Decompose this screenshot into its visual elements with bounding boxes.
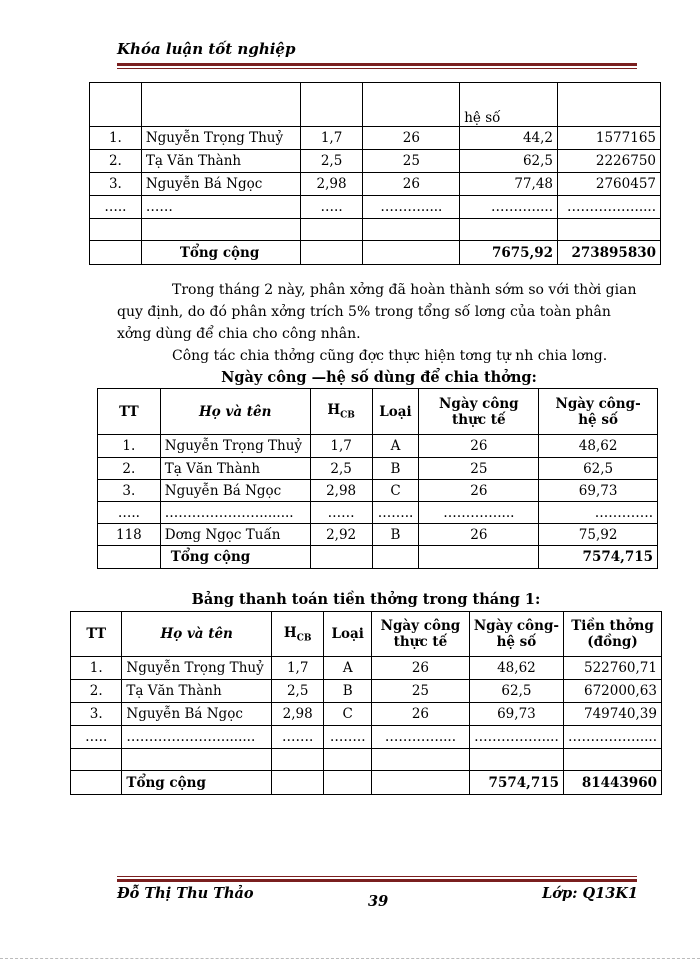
- table-cell: $H_{CB}$: [310, 389, 372, 435]
- table-cell: ……: [141, 196, 300, 219]
- table-cell: 26: [419, 524, 539, 546]
- total-amount: 81443960: [564, 771, 662, 795]
- table-cell: [98, 546, 161, 569]
- table-cell: ……..: [324, 726, 372, 749]
- total-coef: 7574,715: [539, 546, 658, 569]
- table-cell: …………………........: [122, 726, 272, 749]
- table-cell: Dơng Ngọc Tuấn: [160, 524, 310, 546]
- table-cell: [558, 83, 661, 127]
- table-cell: Tạ Văn Thành: [141, 150, 300, 173]
- table-cell: [141, 83, 300, 127]
- total-label: Tổng cộng: [160, 546, 310, 569]
- table-cell: 26: [372, 657, 470, 680]
- total-coef: 7574,715: [469, 771, 563, 795]
- table-cell: …………….....: [558, 196, 661, 219]
- table-cell: [90, 241, 142, 265]
- table-cell: 75,92: [539, 524, 658, 546]
- table-row: [98, 435, 658, 458]
- table-row: [90, 173, 661, 196]
- table-cell: ……….....: [363, 196, 460, 219]
- table-cell: 1,7: [271, 657, 323, 680]
- table-cell: [310, 546, 372, 569]
- table-cell: [363, 219, 460, 241]
- table-header-row: [98, 389, 658, 435]
- footer-rule-thin: [117, 876, 637, 877]
- table-cell: [460, 219, 558, 241]
- table-cell: 2,98: [310, 480, 372, 502]
- table-cell: 48,62: [539, 435, 658, 458]
- table-cell: 62,5: [469, 680, 563, 703]
- table-cell: [271, 749, 323, 771]
- table-cell: [372, 771, 470, 795]
- table-cell: Nguyễn Trọng Thuỷ: [122, 657, 272, 680]
- header-rule: [117, 63, 637, 66]
- table-cell: 2,5: [310, 458, 372, 480]
- table-cell: …….: [271, 726, 323, 749]
- table-cell: Loại: [324, 612, 372, 657]
- table-cell: ……: [310, 502, 372, 524]
- table-cell: [300, 83, 363, 127]
- table-cell: 2,98: [271, 703, 323, 726]
- paragraph-line: quy định, do đó phân xởng trích 5% trong tổng số lơng của toàn phân: [117, 304, 611, 320]
- paragraph-line: Công tác chia thởng cũng đợc thực hiện tơng tự nh chia lơng.: [172, 348, 608, 364]
- table-cell: [469, 749, 563, 771]
- table-row: [71, 749, 662, 771]
- table-cell: Nguyễn Bá Ngọc: [141, 173, 300, 196]
- table-cell: Ngày công thực tế: [372, 612, 470, 657]
- header-rule-thin: [117, 68, 637, 69]
- table-cell: 26: [419, 435, 539, 458]
- table-cell: …..: [71, 726, 122, 749]
- table-cell: [71, 771, 122, 795]
- total-coef: 7675,92: [460, 241, 558, 265]
- table-cell: 2.: [90, 150, 142, 173]
- paragraph-line: xởng dùng để chia cho công nhân.: [117, 326, 361, 342]
- table-cell: …..: [98, 502, 161, 524]
- table-cell: $H_{CB}$: [271, 612, 323, 657]
- table-cell: [122, 749, 272, 771]
- table-row: [71, 657, 662, 680]
- table-cell: …………………........: [160, 502, 310, 524]
- table-header-row: [90, 83, 661, 127]
- total-amount: 273895830: [558, 241, 661, 265]
- table-cell: B: [372, 458, 419, 480]
- page-number: 39: [368, 893, 389, 910]
- paragraph-line: Trong tháng 2 này, phân xởng đã hoàn thành sớm so với thời gian: [172, 282, 637, 298]
- table-cell: …………….....: [564, 726, 662, 749]
- table-cell: 1,7: [300, 127, 363, 150]
- header-coef: hệ số: [460, 83, 558, 127]
- table-cell: 3.: [90, 173, 142, 196]
- table-cell: ………….: [539, 502, 658, 524]
- table-cell: 1.: [98, 435, 161, 458]
- table-cell: TT: [98, 389, 161, 435]
- footer-class: Lớp: Q13K1: [542, 885, 638, 902]
- table-row: [71, 680, 662, 703]
- table-cell: 2.: [71, 680, 122, 703]
- table-cell: Ngày công- hệ số: [539, 389, 658, 435]
- table-cell: 25: [363, 150, 460, 173]
- table-cell: 1,7: [310, 435, 372, 458]
- total-label: Tổng cộng: [141, 241, 300, 265]
- table-cell: [300, 241, 363, 265]
- table-cell: 1577165: [558, 127, 661, 150]
- table-header-row: [71, 612, 662, 657]
- table-cell: 77,48: [460, 173, 558, 196]
- table-cell: 69,73: [539, 480, 658, 502]
- total-label: Tổng cộng: [122, 771, 272, 795]
- table-cell: Nguyễn Bá Ngọc: [160, 480, 310, 502]
- table-cell: 672000,63: [564, 680, 662, 703]
- table-cell: 3.: [71, 703, 122, 726]
- header-title: Khóa luận tốt nghiệp: [117, 40, 296, 58]
- table-cell: 62,5: [460, 150, 558, 173]
- table-total-row: [98, 546, 658, 569]
- table-row: [98, 502, 658, 524]
- table-cell: 62,5: [539, 458, 658, 480]
- table-cell: [300, 219, 363, 241]
- table-row: [98, 480, 658, 502]
- table-cell: [372, 749, 470, 771]
- table-cell: B: [372, 524, 419, 546]
- table-cell: 25: [419, 458, 539, 480]
- table-cell: 48,62: [469, 657, 563, 680]
- table-cell: A: [372, 435, 419, 458]
- table-row: [71, 726, 662, 749]
- table-cell: 2,5: [300, 150, 363, 173]
- table-row: [90, 196, 661, 219]
- table-cell: C: [324, 703, 372, 726]
- table-cell: [324, 749, 372, 771]
- table-cell: Nguyễn Trọng Thuỷ: [160, 435, 310, 458]
- table-cell: …..: [90, 196, 142, 219]
- table-row: [90, 150, 661, 173]
- table-cell: Loại: [372, 389, 419, 435]
- table-cell: 25: [372, 680, 470, 703]
- page-edge: [0, 958, 700, 959]
- table-cell: [90, 219, 142, 241]
- footer-rule: [117, 879, 637, 882]
- table-cell: Tiền thởng (đồng): [564, 612, 662, 657]
- table-cell: Họ và tên: [160, 389, 310, 435]
- table-cell: [419, 546, 539, 569]
- table-total-row: [90, 241, 661, 265]
- table3-caption: Bảng thanh toán tiền thởng trong tháng 1:: [191, 591, 541, 608]
- bonus-days-table: [97, 388, 658, 569]
- table-cell: 118: [98, 524, 161, 546]
- table-cell: Nguyễn Bá Ngọc: [122, 703, 272, 726]
- table-cell: TT: [71, 612, 122, 657]
- table-cell: 3.: [98, 480, 161, 502]
- table-cell: …..: [300, 196, 363, 219]
- footer-author: Đỗ Thị Thu Thảo: [117, 885, 254, 902]
- table-cell: 26: [372, 703, 470, 726]
- table-cell: Họ và tên: [122, 612, 272, 657]
- table-cell: 69,73: [469, 703, 563, 726]
- table-cell: …………....: [419, 502, 539, 524]
- table-cell: [363, 83, 460, 127]
- table-cell: 2.: [98, 458, 161, 480]
- table-cell: [271, 771, 323, 795]
- table-cell: [90, 83, 142, 127]
- table-cell: 1.: [71, 657, 122, 680]
- table-row: [98, 458, 658, 480]
- table-cell: 26: [363, 173, 460, 196]
- table-cell: Tạ Văn Thành: [122, 680, 272, 703]
- table-cell: [71, 749, 122, 771]
- table2-caption: Ngày công —hệ số dùng để chia thởng:: [221, 369, 537, 386]
- table-cell: Nguyễn Trọng Thuỷ: [141, 127, 300, 150]
- table-cell: 2760457: [558, 173, 661, 196]
- table-cell: …………....: [372, 726, 470, 749]
- salary-table: [89, 82, 661, 265]
- table-cell: 2,92: [310, 524, 372, 546]
- table-cell: 26: [363, 127, 460, 150]
- table-total-row: [71, 771, 662, 795]
- table-cell: [372, 546, 419, 569]
- table-row: [90, 127, 661, 150]
- table-cell: [558, 219, 661, 241]
- table-cell: 1.: [90, 127, 142, 150]
- table-cell: [141, 219, 300, 241]
- table-row: [71, 703, 662, 726]
- table-cell: Tạ Văn Thành: [160, 458, 310, 480]
- table-cell: 2,98: [300, 173, 363, 196]
- table-cell: 522760,71: [564, 657, 662, 680]
- table-cell: C: [372, 480, 419, 502]
- table-cell: Ngày công- hệ số: [469, 612, 563, 657]
- table-cell: [564, 749, 662, 771]
- table-cell: A: [324, 657, 372, 680]
- table-cell: [363, 241, 460, 265]
- bonus-payment-table: [70, 611, 662, 795]
- table-cell: ……..: [372, 502, 419, 524]
- table-cell: ……….....: [460, 196, 558, 219]
- table-row: [90, 219, 661, 241]
- table-cell: [324, 771, 372, 795]
- table-row: [98, 524, 658, 546]
- table-cell: 2226750: [558, 150, 661, 173]
- table-cell: B: [324, 680, 372, 703]
- table-cell: 2,5: [271, 680, 323, 703]
- table-cell: Ngày công thực tế: [419, 389, 539, 435]
- table-cell: 26: [419, 480, 539, 502]
- table-cell: 749740,39: [564, 703, 662, 726]
- table-cell: ……………....: [469, 726, 563, 749]
- table-cell: 44,2: [460, 127, 558, 150]
